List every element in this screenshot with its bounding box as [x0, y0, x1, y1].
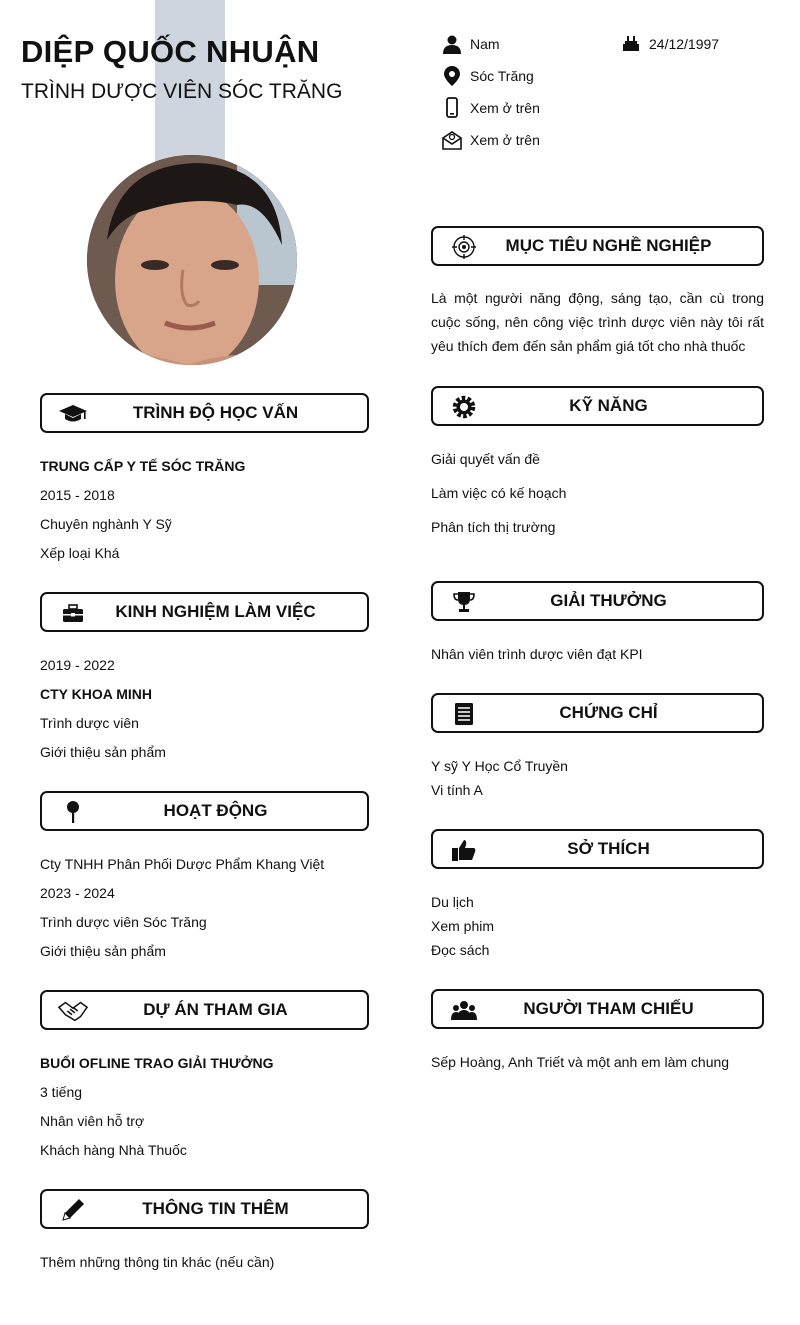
objective-header: MỤC TIÊU NGHỀ NGHIỆP — [431, 226, 764, 266]
hobby-item: Đọc sách — [431, 942, 490, 958]
contact-birthday: 24/12/1997 — [620, 33, 719, 55]
gear-icon — [449, 395, 479, 419]
projects-role: Nhân viên hỗ trợ — [40, 1113, 145, 1129]
experience-role: Trình dược viên — [40, 715, 139, 731]
certificate-item: Vi tính A — [431, 782, 483, 798]
experience-header: KINH NGHIỆM LÀM VIỆC — [40, 592, 369, 632]
people-icon — [449, 998, 479, 1022]
contact-email: Xem ở trên — [441, 129, 540, 151]
skill-item: Làm việc có kế hoạch — [431, 485, 567, 501]
projects-name: BUỔI OFLINE TRAO GIẢI THƯỞNG — [40, 1055, 274, 1071]
contact-phone: Xem ở trên — [441, 97, 540, 119]
cake-icon — [620, 33, 642, 55]
graduation-cap-icon — [58, 402, 88, 426]
references-text: Sếp Hoàng, Anh Triết và một anh em làm chung — [431, 1054, 730, 1070]
more-info-text: Thêm những thông tin khác (nếu cần) — [40, 1254, 275, 1270]
awards-header: GIẢI THƯỞNG — [431, 581, 764, 621]
envelope-icon — [441, 129, 463, 151]
target-icon — [449, 235, 479, 259]
pencil-icon — [58, 1198, 88, 1222]
pin-icon — [58, 800, 88, 824]
experience-period: 2019 - 2022 — [40, 657, 115, 673]
skill-item: Giải quyết vấn đề — [431, 451, 540, 467]
activities-header: HOẠT ĐỘNG — [40, 791, 369, 831]
contact-location: Sóc Trăng — [441, 65, 534, 87]
contact-gender: Nam — [441, 33, 500, 55]
briefcase-icon — [58, 601, 88, 625]
phone-icon — [441, 97, 463, 119]
projects-header: DỰ ÁN THAM GIA — [40, 990, 369, 1030]
education-header: TRÌNH ĐỘ HỌC VẤN — [40, 393, 369, 433]
education-grade: Xếp loại Khá — [40, 545, 120, 561]
activities-period: 2023 - 2024 — [40, 885, 115, 901]
activities-task: Giới thiệu sản phẩm — [40, 943, 166, 959]
projects-duration: 3 tiếng — [40, 1084, 83, 1100]
more-info-header: THÔNG TIN THÊM — [40, 1189, 369, 1229]
hobby-item: Du lịch — [431, 894, 474, 910]
projects-client: Khách hàng Nhà Thuốc — [40, 1142, 187, 1158]
objective-text: Là một người năng động, sáng tạo, cần cù trong cuộc sống, nên công việc trình dược viên này tôi rất yêu thích đem đến sản phẩm giá tốt cho nhà thuốc — [431, 290, 764, 354]
experience-task: Giới thiệu sản phẩm — [40, 744, 166, 760]
avatar — [87, 155, 297, 365]
certificates-header: CHỨNG CHỈ — [431, 693, 764, 733]
skills-header: KỸ NĂNG — [431, 386, 764, 426]
trophy-icon — [449, 590, 479, 614]
thumbs-up-icon — [449, 838, 479, 862]
document-icon — [449, 702, 479, 726]
education-major: Chuyên nghành Y Sỹ — [40, 516, 172, 532]
awards-text: Nhân viên trình dược viên đạt KPI — [431, 646, 643, 662]
activities-role: Trình dược viên Sóc Trăng — [40, 914, 207, 930]
handshake-icon — [58, 999, 88, 1023]
experience-company: CTY KHOA MINH — [40, 686, 152, 702]
education-period: 2015 - 2018 — [40, 487, 115, 503]
hobby-item: Xem phim — [431, 918, 495, 934]
map-pin-icon — [441, 65, 463, 87]
hobbies-header: SỞ THÍCH — [431, 829, 764, 869]
candidate-name: DIỆP QUỐC NHUẬN — [21, 34, 320, 69]
skill-item: Phân tích thị trường — [431, 519, 556, 535]
references-header: NGƯỜI THAM CHIẾU — [431, 989, 764, 1029]
activities-org: Cty TNHH Phân Phối Dược Phẩm Khang Việt — [40, 856, 325, 872]
certificate-item: Y sỹ Y Học Cổ Truyền — [431, 758, 568, 774]
candidate-title: TRÌNH DƯỢC VIÊN SÓC TRĂNG — [21, 80, 343, 103]
person-icon — [441, 33, 463, 55]
education-school: TRUNG CẤP Y TẾ SÓC TRĂNG — [40, 458, 246, 474]
